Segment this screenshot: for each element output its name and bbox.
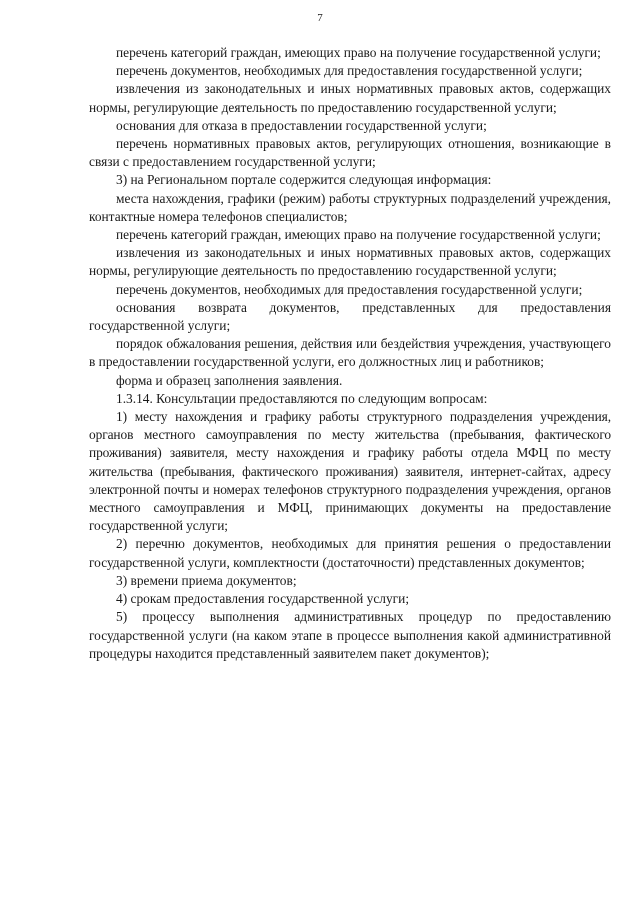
- paragraph: 3) времени приема документов;: [116, 572, 297, 588]
- paragraph: форма и образец заполнения заявления.: [116, 372, 343, 388]
- paragraph: перечень категорий граждан, имеющих право на получение государственной услуги;: [116, 45, 601, 60]
- paragraph: извлечения из законодательных и иных нормативных правовых актов, содержащих нормы, регулирующие деятельность по предоставлению государственной услуги;: [89, 245, 611, 279]
- paragraph: места нахождения, графики (режим) работы структурных подразделений учреждения, контактные номера телефонов специалистов;: [89, 190, 611, 224]
- paragraph: основания для отказа в предоставлении государственной услуги;: [116, 117, 487, 133]
- paragraph: извлечения из законодательных и иных нормативных правовых актов, содержащих нормы, регулирующие деятельность по предоставлению государственной услуги;: [89, 81, 611, 115]
- paragraph: перечень документов, необходимых для предоставления государственной услуги;: [116, 63, 583, 79]
- page-number: 7: [317, 12, 323, 24]
- paragraph: перечень документов, необходимых для предоставления государственной услуги;: [116, 281, 583, 297]
- paragraph: основания возврата документов, представленных для предоставления государственной услуги;: [89, 299, 611, 334]
- paragraph: 2) перечню документов, необходимых для принятия решения о предоставлении государственной услуги, комплектности (достаточности) представленных документов;: [89, 536, 611, 570]
- paragraph: 3) на Региональном портале содержится следующая информация:: [116, 172, 492, 188]
- paragraph: перечень категорий граждан, имеющих право на получение государственной услуги;: [116, 227, 601, 243]
- paragraph: порядок обжалования решения, действия или бездействия учреждения, участвующего в предоставлении государственной услуги, его должностных лиц и работников;: [89, 336, 611, 370]
- paragraph: перечень нормативных правовых актов, регулирующих отношения, возникающие в связи с предоставлением государственной услуги;: [89, 136, 611, 170]
- paragraph: 1) месту нахождения и графику работы структурного подразделения учреждения, органов местного самоуправления по месту жительства (пребывания, фактического проживания) заявителя, месту нахождения и графику работы отдела МФЦ по месту жительства (пребывания, фактического проживания) заявителя, интернет-сайтах, адресу электронной почты и номерах телефонов структурного подразделения учреждения, органов местного самоуправления и МФЦ, принимающих документы на предоставление государственной услуги;: [89, 409, 611, 534]
- document-body: [89, 44, 611, 663]
- paragraph: 5) процессу выполнения административных процедур по предоставлению государственной услуги (на каком этапе в процессе выполнения какой административной процедуры находится представленный заявителем пакет документов);: [89, 609, 611, 661]
- paragraph: 4) срокам предоставления государственной услуги;: [116, 591, 410, 607]
- section-heading: 1.3.14. Консультации предоставляются по следующим вопросам:: [116, 390, 488, 406]
